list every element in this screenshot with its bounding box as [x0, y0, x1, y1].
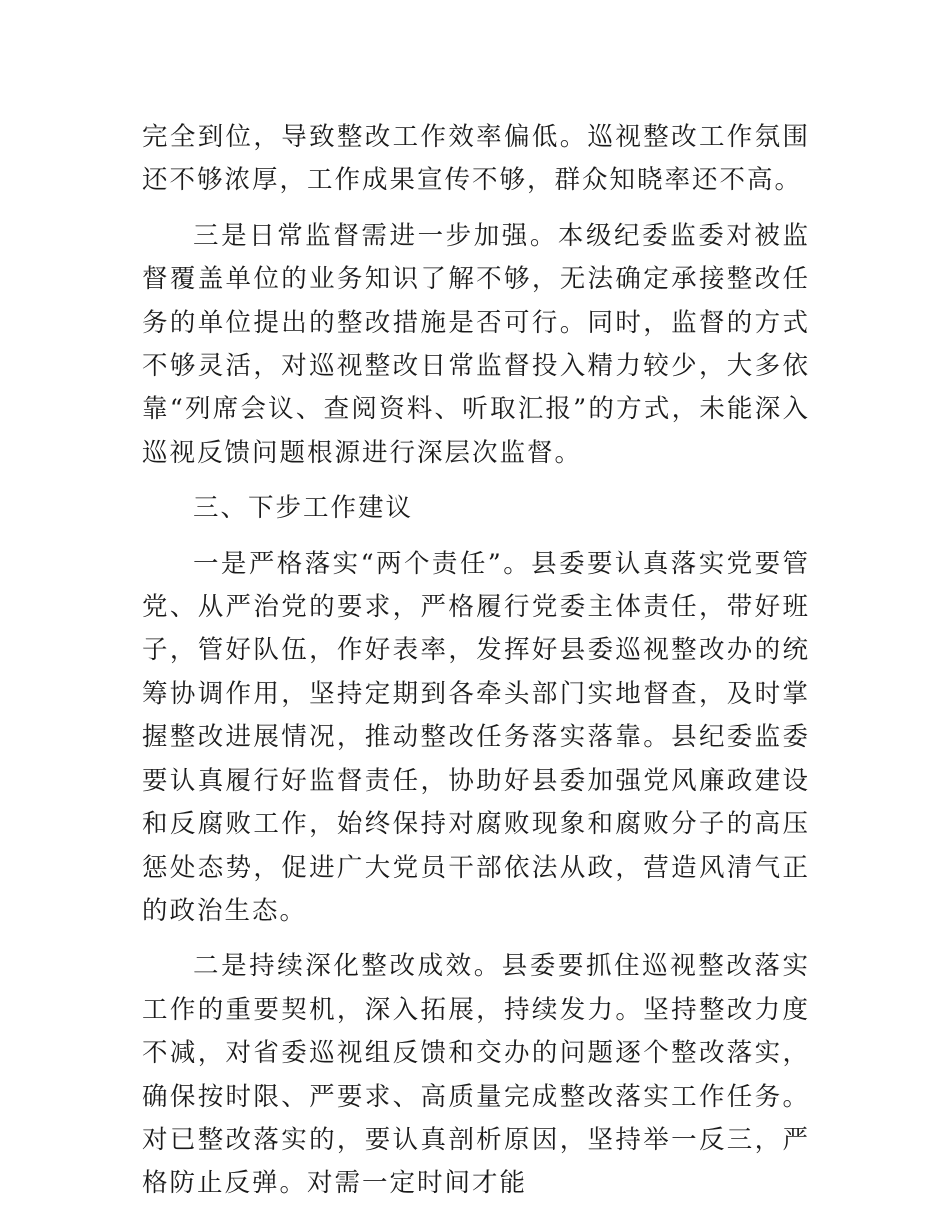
paragraph-two-responsibilities: 一是严格落实“两个责任”。县委要认真落实党要管党、从严治党的要求，严格履行党委主体责任，带好班子，管好队伍，作好表率，发挥好县委巡视整改办的统筹协调作用，坚持定期到各牵头部门实地督查，及时掌握整改进展情况，推动整改任务落实落靠。县纪委监委要认真履行好监督责任，协助好县委加强党风廉政建设和反腐败工作，始终保持对腐败现象和腐败分子的高压惩处态势，促进广大党员干部依法从政，营造风清气正的政治生态。 — [142, 548, 810, 926]
paragraph-daily-supervision: 三是日常监督需进一步加强。本级纪委监委对被监督覆盖单位的业务知识了解不够，无法确定承接整改任务的单位提出的整改措施是否可行。同时，监督的方式不够灵活，对巡视整改日常监督投入精力较少，大多依靠“列席会议、查阅资料、听取汇报”的方式，未能深入巡视反馈问题根源进行深层次监督。 — [142, 220, 810, 468]
paragraph-deepen-rectification: 二是持续深化整改成效。县委要抓住巡视整改落实工作的重要契机，深入拓展，持续发力。坚持整改力度不减，对省委巡视组反馈和交办的问题逐个整改落实，确保按时限、严要求、高质量完成整改落实工作任务。对已整改落实的，要认真剖析原因，坚持举一反三，严格防止反弹。对需一定时间才能 — [142, 951, 810, 1199]
section-heading: 三、下步工作建议 — [193, 493, 414, 524]
document-body — [142, 116, 810, 1218]
paragraph-continued: 完全到位，导致整改工作效率偏低。巡视整改工作氛围还不够浓厚，工作成果宣传不够，群众知晓率还不高。 — [142, 122, 810, 196]
